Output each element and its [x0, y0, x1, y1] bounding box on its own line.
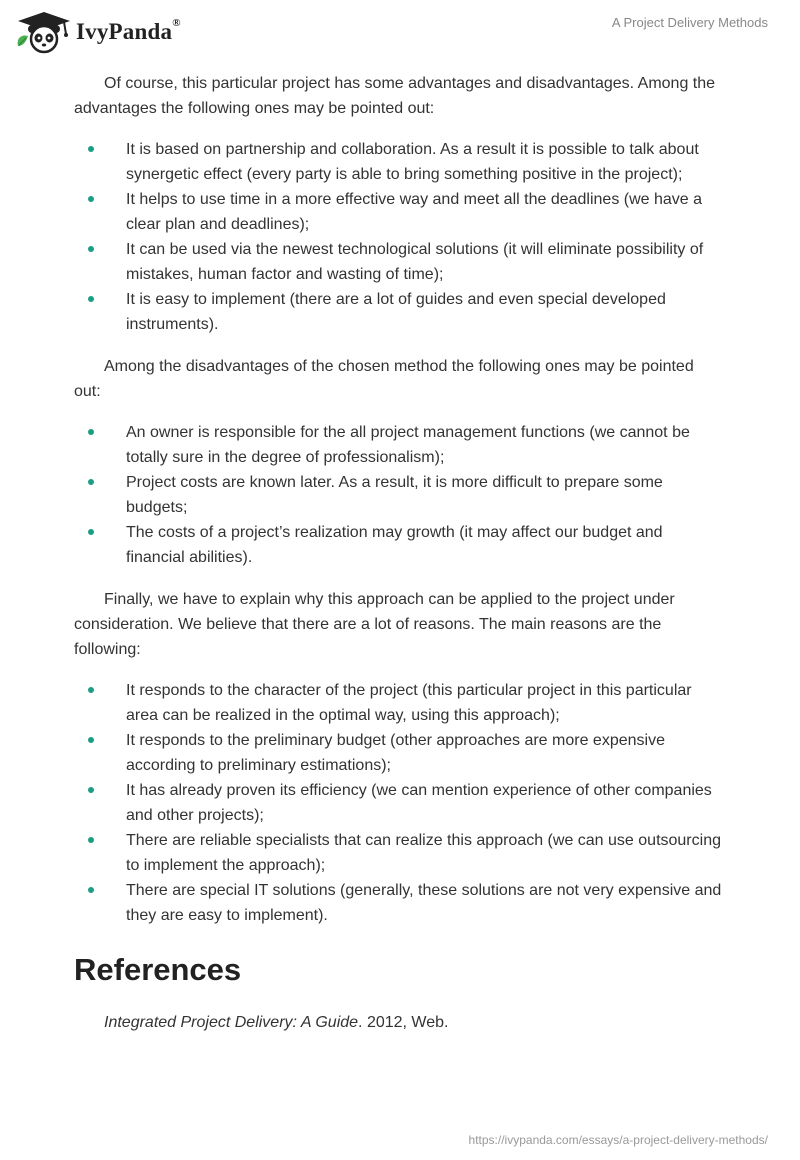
page-header — [0, 0, 800, 60]
document-title: A Project Delivery Methods — [611, 15, 768, 30]
list-item: It is based on partnership and collaboration. As a result it is possible to talk about synergetic effect (every party is able to bring something positive in the project); — [74, 137, 724, 187]
bullet-icon — [88, 737, 94, 743]
bullet-icon — [88, 787, 94, 793]
bullet-icon — [88, 146, 94, 152]
references-heading: References — [74, 952, 242, 987]
paragraph-disadvantages-intro: Among the disadvantages of the chosen method the following ones may be pointed out: — [74, 358, 694, 400]
list-item: It has already proven its efficiency (we can mention experience of other companies and other projects); — [74, 778, 724, 828]
bullet-icon — [88, 429, 94, 435]
bullet-icon — [88, 887, 94, 893]
ivypanda-logo[interactable] — [14, 10, 181, 54]
footer-url[interactable]: https://ivypanda.com/essays/a-project-delivery-methods/ — [468, 1133, 768, 1147]
disadvantages-list — [74, 420, 724, 570]
registered-mark: ® — [172, 17, 181, 29]
bullet-icon — [88, 196, 94, 202]
panda-graduation-icon — [14, 10, 72, 54]
list-item: It responds to the preliminary budget (other approaches are more expensive according to preliminary estimations); — [74, 728, 724, 778]
brand-name: IvyPanda® — [76, 17, 181, 44]
list-item: There are special IT solutions (generally, these solutions are not very expensive and they are easy to implement). — [74, 878, 724, 928]
bullet-icon — [88, 687, 94, 693]
list-item: It helps to use time in a more effective way and meet all the deadlines (we have a clear plan and deadlines); — [74, 187, 724, 237]
list-item: Project costs are known later. As a result, it is more difficult to prepare some budgets; — [74, 470, 724, 520]
bullet-icon — [88, 246, 94, 252]
reference-title: Integrated Project Delivery: A Guide — [104, 1014, 359, 1031]
list-item: An owner is responsible for the all project management functions (we cannot be totally sure in the degree of professionalism); — [74, 420, 724, 470]
list-item: It responds to the character of the project (this particular project in this particular area can be realized in the optimal way, using this approach); — [74, 678, 724, 728]
reference-entry — [74, 1010, 724, 1035]
bullet-icon — [88, 296, 94, 302]
advantages-list — [74, 137, 724, 337]
list-item: It can be used via the newest technological solutions (it will eliminate possibility of mistakes, human factor and wasting of time); — [74, 237, 724, 287]
paragraph-advantages-intro: Of course, this particular project has some advantages and disadvantages. Among the advantages the following ones may be pointed out: — [74, 75, 716, 117]
reasons-list — [74, 678, 724, 928]
bullet-icon — [88, 529, 94, 535]
paragraph-reasons-intro: Finally, we have to explain why this approach can be applied to the project under consideration. We believe that there are a lot of reasons. The main reasons are the following: — [74, 591, 675, 658]
bullet-icon — [88, 479, 94, 485]
reference-details: . 2012, Web. — [358, 1014, 449, 1031]
list-item: It is easy to implement (there are a lot of guides and even special developed instruments). — [74, 287, 724, 337]
essay-content — [74, 71, 724, 1035]
list-item: The costs of a project’s realization may growth (it may affect our budget and financial abilities). — [74, 520, 724, 570]
list-item: There are reliable specialists that can realize this approach (we can use outsourcing to implement the approach); — [74, 828, 724, 878]
bullet-icon — [88, 837, 94, 843]
